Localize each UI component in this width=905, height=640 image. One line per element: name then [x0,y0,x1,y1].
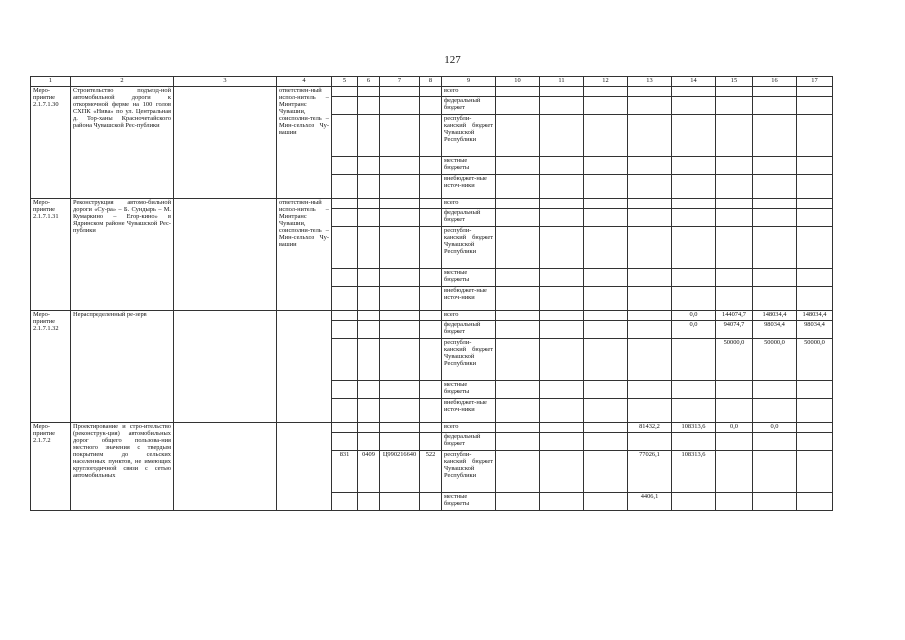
grbs-code [332,287,358,311]
value-col-11 [540,209,584,227]
grbs-code [332,157,358,175]
column-header-3: 3 [174,77,277,87]
value-col-15 [716,97,753,115]
column-header-9: 9 [442,77,496,87]
value-col-16 [753,399,797,423]
csr-code [380,115,420,157]
value-col-13 [628,87,672,97]
vr-code [420,423,442,433]
csr-code [380,321,420,339]
grbs-code [332,339,358,381]
value-col-16 [753,209,797,227]
value-col-13 [628,115,672,157]
value-col-10 [496,87,540,97]
value-col-16 [753,381,797,399]
value-col-15 [716,199,753,209]
rzpr-code [358,269,380,287]
rzpr-code [358,175,380,199]
funding-source: федеральный бюджет [442,209,496,227]
csr-code [380,381,420,399]
value-col-10 [496,433,540,451]
funding-source: внебюджет-ные источ-ники [442,287,496,311]
value-col-16 [753,157,797,175]
csr-code [380,209,420,227]
value-col-12 [584,199,628,209]
vr-code: 522 [420,451,442,493]
csr-code [380,493,420,511]
rzpr-code [358,209,380,227]
value-col-14: 0,0 [672,321,716,339]
value-col-17: 50000,0 [797,339,833,381]
vr-code [420,175,442,199]
value-col-14 [672,269,716,287]
value-col-15 [716,287,753,311]
value-col-14: 108313,6 [672,451,716,493]
rzpr-code [358,199,380,209]
value-col-17 [797,433,833,451]
value-col-14 [672,381,716,399]
funding-source: федеральный бюджет [442,97,496,115]
value-col-14 [672,115,716,157]
value-col-14 [672,339,716,381]
rzpr-code [358,157,380,175]
vr-code [420,339,442,381]
page-number: 127 [444,54,461,66]
rzpr-code [358,493,380,511]
vr-code [420,287,442,311]
value-col-15 [716,433,753,451]
grbs-code [332,399,358,423]
value-col-12 [584,321,628,339]
value-col-10 [496,311,540,321]
value-col-12 [584,381,628,399]
value-col-17: 148034,4 [797,311,833,321]
column-header-2: 2 [71,77,174,87]
funding-source: федеральный бюджет [442,433,496,451]
value-col-11 [540,87,584,97]
column-header-10: 10 [496,77,540,87]
measure-executor: ответствен-ный испол-нитель – Минтранс Чувашии, соисполни-тель – Мин-сельхоз Чу-вашии [277,87,332,199]
value-col-10 [496,381,540,399]
csr-code [380,97,420,115]
value-col-16 [753,87,797,97]
csr-code [380,87,420,97]
value-col-15 [716,451,753,493]
value-col-13 [628,227,672,269]
value-col-11 [540,175,584,199]
column-header-4: 4 [277,77,332,87]
value-col-15 [716,175,753,199]
column-header-17: 17 [797,77,833,87]
table-row [31,423,833,433]
csr-code [380,339,420,381]
grbs-code [332,423,358,433]
rzpr-code [358,423,380,433]
value-col-16 [753,115,797,157]
vr-code [420,493,442,511]
value-col-16 [753,175,797,199]
rzpr-code [358,87,380,97]
vr-code [420,269,442,287]
value-col-17 [797,399,833,423]
funding-source: республи-канский бюджет Чувашской Республики [442,115,496,157]
funding-source: местные бюджеты [442,269,496,287]
rzpr-code [358,115,380,157]
grbs-code [332,433,358,451]
value-col-14 [672,157,716,175]
value-col-17 [797,423,833,433]
value-col-11 [540,157,584,175]
vr-code [420,381,442,399]
value-col-14 [672,399,716,423]
value-col-10 [496,157,540,175]
funding-source: всего [442,423,496,433]
csr-code [380,433,420,451]
value-col-16 [753,269,797,287]
measure-code: Меро-приятие 2.1.7.1.32 [31,311,71,423]
table-row [31,87,833,97]
value-col-12 [584,87,628,97]
value-col-10 [496,423,540,433]
value-col-12 [584,339,628,381]
value-col-17 [797,287,833,311]
table-row [31,311,833,321]
value-col-17 [797,227,833,269]
value-col-16 [753,227,797,269]
budget-table [30,76,833,511]
value-col-17 [797,269,833,287]
column-header-6: 6 [358,77,380,87]
value-col-14 [672,175,716,199]
column-header-14: 14 [672,77,716,87]
value-col-15 [716,87,753,97]
funding-source: внебюджет-ные источ-ники [442,399,496,423]
measure-name: Проектирование и стро-ительство (реконструк-ция) автомобильных дорог общего пользова-ния местного значения с твердым покрытием до сельских населенных пунктов, не имеющих круглогодичной связи с сетью автомобильных [71,423,174,511]
value-col-14 [672,97,716,115]
value-col-13 [628,199,672,209]
column-header-12: 12 [584,77,628,87]
value-col-14 [672,287,716,311]
vr-code [420,321,442,339]
vr-code [420,227,442,269]
value-col-10 [496,227,540,269]
value-col-11 [540,227,584,269]
grbs-code [332,311,358,321]
value-col-10 [496,175,540,199]
value-col-13 [628,97,672,115]
value-col-12 [584,227,628,269]
csr-code [380,423,420,433]
funding-source: федеральный бюджет [442,321,496,339]
value-col-17 [797,97,833,115]
value-col-13 [628,433,672,451]
csr-code [380,199,420,209]
measure-col3 [174,311,277,423]
vr-code [420,87,442,97]
grbs-code [332,199,358,209]
value-col-11 [540,381,584,399]
funding-source: внебюджет-ные источ-ники [442,175,496,199]
value-col-10 [496,493,540,511]
value-col-13 [628,321,672,339]
value-col-17 [797,381,833,399]
column-header-13: 13 [628,77,672,87]
value-col-15 [716,157,753,175]
vr-code [420,115,442,157]
value-col-16: 0,0 [753,423,797,433]
value-col-16 [753,451,797,493]
value-col-14 [672,87,716,97]
rzpr-code [358,399,380,423]
value-col-15 [716,227,753,269]
value-col-13 [628,399,672,423]
value-col-12 [584,157,628,175]
vr-code [420,199,442,209]
funding-source: республи-канский бюджет Чувашской Республики [442,227,496,269]
value-col-16: 98034,4 [753,321,797,339]
measure-col3 [174,199,277,311]
value-col-12 [584,287,628,311]
value-col-10 [496,451,540,493]
value-col-11 [540,493,584,511]
table-row [31,199,833,209]
value-col-10 [496,339,540,381]
value-col-11 [540,311,584,321]
grbs-code [332,97,358,115]
measure-executor [277,311,332,423]
value-col-11 [540,115,584,157]
value-col-11 [540,451,584,493]
rzpr-code [358,97,380,115]
value-col-12 [584,423,628,433]
value-col-11 [540,423,584,433]
value-col-13: 4406,1 [628,493,672,511]
value-col-13 [628,381,672,399]
value-col-11 [540,287,584,311]
value-col-17: 98034,4 [797,321,833,339]
grbs-code [332,87,358,97]
vr-code [420,399,442,423]
csr-code [380,175,420,199]
value-col-14 [672,199,716,209]
funding-source: республи-канский бюджет Чувашской Республики [442,451,496,493]
funding-source: местные бюджеты [442,493,496,511]
value-col-13 [628,339,672,381]
value-col-17 [797,209,833,227]
vr-code [420,97,442,115]
value-col-16: 148034,4 [753,311,797,321]
value-col-10 [496,269,540,287]
vr-code [420,209,442,227]
rzpr-code [358,381,380,399]
grbs-code [332,269,358,287]
funding-source: республи-канский бюджет Чувашской Республики [442,339,496,381]
csr-code [380,269,420,287]
measure-name: Нераспределенный ре-зерв [71,311,174,423]
value-col-15 [716,115,753,157]
value-col-15: 94074,7 [716,321,753,339]
value-col-13: 81432,2 [628,423,672,433]
csr-code [380,157,420,175]
rzpr-code [358,227,380,269]
measure-name: Реконструкция автомо-бильной дороги «Су-ра» – Б. Сундырь – М. Кумаркино – Егор-кино» в Ядринском районе Чувашской Рес-публики [71,199,174,311]
value-col-12 [584,451,628,493]
value-col-11 [540,269,584,287]
value-col-13 [628,269,672,287]
value-col-13 [628,175,672,199]
value-col-15 [716,209,753,227]
value-col-17 [797,115,833,157]
value-col-15 [716,269,753,287]
value-col-15: 0,0 [716,423,753,433]
csr-code: Ц990216640 [380,451,420,493]
value-col-10 [496,321,540,339]
funding-source: всего [442,199,496,209]
vr-code [420,311,442,321]
header-row [31,77,833,87]
value-col-11 [540,97,584,115]
value-col-11 [540,339,584,381]
value-col-16 [753,199,797,209]
value-col-16 [753,493,797,511]
rzpr-code [358,287,380,311]
value-col-17 [797,493,833,511]
funding-source: всего [442,311,496,321]
value-col-13 [628,209,672,227]
value-col-13: 77026,1 [628,451,672,493]
funding-source: местные бюджеты [442,381,496,399]
value-col-12 [584,493,628,511]
value-col-16: 50000,0 [753,339,797,381]
csr-code [380,399,420,423]
csr-code [380,227,420,269]
value-col-10 [496,399,540,423]
csr-code [380,311,420,321]
measure-executor: ответствен-ный испол-нитель – Минтранс Чувашии, соисполни-тель – Мин-сельхоз Чу-вашии [277,199,332,311]
measure-executor [277,423,332,511]
value-col-14 [672,433,716,451]
rzpr-code [358,311,380,321]
column-header-16: 16 [753,77,797,87]
column-header-7: 7 [380,77,420,87]
grbs-code [332,115,358,157]
grbs-code [332,381,358,399]
grbs-code [332,321,358,339]
column-header-1: 1 [31,77,71,87]
value-col-17 [797,451,833,493]
value-col-16 [753,433,797,451]
grbs-code [332,493,358,511]
value-col-14: 0,0 [672,311,716,321]
vr-code [420,433,442,451]
value-col-13 [628,287,672,311]
measure-col3 [174,87,277,199]
value-col-11 [540,399,584,423]
rzpr-code [358,321,380,339]
measure-code: Меро-приятие 2.1.7.2 [31,423,71,511]
value-col-11 [540,433,584,451]
value-col-12 [584,97,628,115]
value-col-12 [584,115,628,157]
value-col-17 [797,199,833,209]
value-col-14 [672,209,716,227]
measure-name: Строительство подъезд-ной автомобильной дороги к откормочной ферме на 100 голов СХПК «Нива» по ул. Центральная д. Тор-ханы Красночетайского района Чувашской Рес-публики [71,87,174,199]
value-col-16 [753,287,797,311]
column-header-5: 5 [332,77,358,87]
column-header-15: 15 [716,77,753,87]
value-col-10 [496,115,540,157]
vr-code [420,157,442,175]
value-col-17 [797,157,833,175]
value-col-11 [540,199,584,209]
value-col-13 [628,157,672,175]
grbs-code [332,227,358,269]
value-col-17 [797,175,833,199]
value-col-12 [584,311,628,321]
value-col-15 [716,399,753,423]
value-col-15: 144074,7 [716,311,753,321]
grbs-code [332,175,358,199]
rzpr-code: 0409 [358,451,380,493]
value-col-17 [797,87,833,97]
value-col-14 [672,227,716,269]
value-col-10 [496,97,540,115]
column-header-8: 8 [420,77,442,87]
grbs-code: 831 [332,451,358,493]
value-col-12 [584,399,628,423]
measure-code: Меро-приятие 2.1.7.1.31 [31,199,71,311]
funding-source: всего [442,87,496,97]
value-col-16 [753,97,797,115]
column-header-11: 11 [540,77,584,87]
rzpr-code [358,339,380,381]
value-col-13 [628,311,672,321]
funding-source: местные бюджеты [442,157,496,175]
value-col-14: 108313,6 [672,423,716,433]
value-col-14 [672,493,716,511]
value-col-12 [584,209,628,227]
value-col-11 [540,321,584,339]
value-col-12 [584,175,628,199]
value-col-12 [584,433,628,451]
value-col-10 [496,209,540,227]
value-col-15 [716,493,753,511]
value-col-15 [716,381,753,399]
value-col-12 [584,269,628,287]
measure-col3 [174,423,277,511]
value-col-10 [496,199,540,209]
csr-code [380,287,420,311]
value-col-10 [496,287,540,311]
grbs-code [332,209,358,227]
rzpr-code [358,433,380,451]
value-col-15: 50000,0 [716,339,753,381]
measure-code: Меро-приятие 2.1.7.1.30 [31,87,71,199]
